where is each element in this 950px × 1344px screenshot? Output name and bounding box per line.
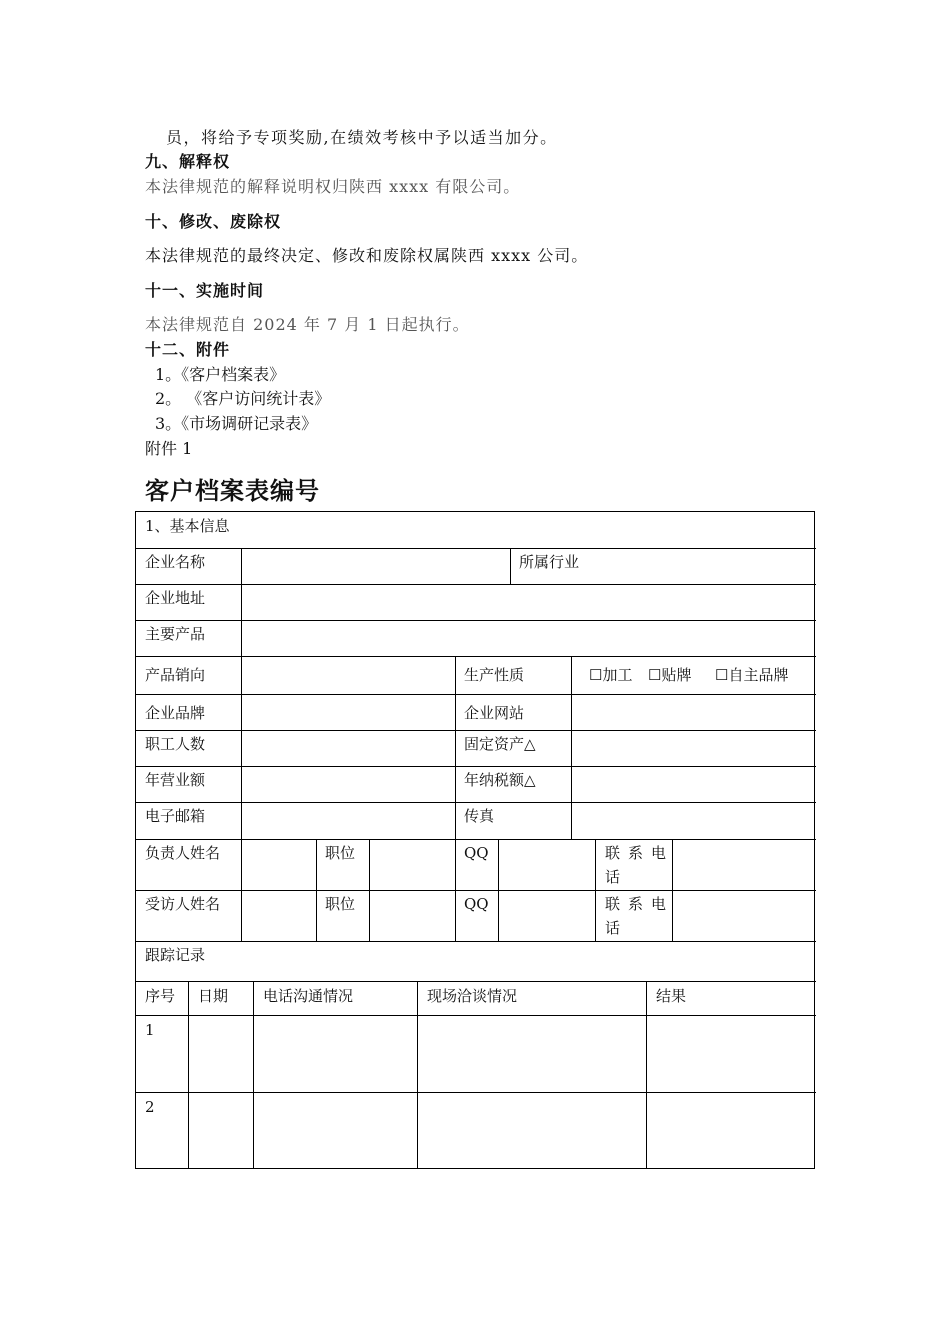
brand-label: 企业品牌 (145, 704, 206, 722)
annual-tax-label: 年纳税额△ (464, 771, 536, 789)
tracking-row-2-no: 2 (145, 1098, 155, 1116)
option-oem-checkbox[interactable]: ☐贴牌 (648, 666, 692, 684)
address-label: 企业地址 (145, 589, 206, 607)
interviewee-label: 受访人姓名 (145, 895, 221, 913)
continuation-text: 员，将给予专项奖励,在绩效考核中予以适当加分。 (166, 128, 558, 147)
qq-label-1: QQ (464, 844, 489, 862)
customer-profile-table (135, 511, 815, 1169)
website-label: 企业网站 (464, 704, 525, 722)
attachment-item-1: 1。《客户档案表》 (155, 365, 286, 384)
employees-label: 职工人数 (145, 735, 206, 753)
tracking-header: 跟踪记录 (145, 946, 206, 964)
col-phone-header: 电话沟通情况 (263, 987, 354, 1005)
position-label-2: 职位 (325, 895, 356, 913)
annual-revenue-label: 年营业额 (145, 771, 206, 789)
sales-direction-label: 产品销向 (145, 666, 206, 684)
attachment-label: 附件 1 (145, 439, 193, 458)
industry-label: 所属行业 (519, 553, 580, 571)
main-products-label: 主要产品 (145, 625, 206, 643)
option-own-brand-checkbox[interactable]: ☐自主品牌 (715, 666, 789, 684)
col-no-header: 序号 (145, 987, 176, 1005)
contact-phone-label-1b: 话 (605, 868, 621, 886)
contact-phone-label-2a: 联系电 (605, 895, 675, 913)
col-date-header: 日期 (198, 987, 229, 1005)
tracking-row-1-no: 1 (145, 1021, 155, 1039)
section-11-title: 十一、实施时间 (145, 281, 265, 300)
qq-label-2: QQ (464, 895, 489, 913)
section-9-title: 九、解释权 (145, 152, 231, 171)
basic-info-header: 1、基本信息 (145, 517, 230, 535)
section-9-body: 本法律规范的解释说明权归陕西 xxxx 有限公司。 (145, 177, 521, 196)
form-title: 客户档案表编号 (145, 477, 320, 505)
fixed-assets-label: 固定资产△ (464, 735, 536, 753)
email-label: 电子邮箱 (145, 807, 206, 825)
col-result-header: 结果 (656, 987, 687, 1005)
section-10-title: 十、修改、废除权 (145, 212, 282, 231)
section-10-body: 本法律规范的最终决定、修改和废除权属陕西 xxxx 公司。 (145, 246, 589, 265)
contact-phone-label-2b: 话 (605, 919, 621, 937)
col-onsite-header: 现场洽谈情况 (427, 987, 518, 1005)
company-name-label: 企业名称 (145, 553, 206, 571)
person-in-charge-label: 负责人姓名 (145, 844, 221, 862)
attachment-item-2: 2。 《客户访问统计表》 (155, 389, 331, 408)
attachment-item-3: 3。《市场调研记录表》 (155, 414, 318, 433)
production-type-label: 生产性质 (464, 666, 525, 684)
section-12-title: 十二、附件 (145, 340, 231, 359)
section-11-body: 本法律规范自 2024 年 7 月 1 日起执行。 (145, 315, 470, 334)
fax-label: 传真 (464, 807, 495, 825)
contact-phone-label-1a: 联系电 (605, 844, 675, 862)
option-processing-checkbox[interactable]: ☐加工 (589, 666, 633, 684)
position-label-1: 职位 (325, 844, 356, 862)
